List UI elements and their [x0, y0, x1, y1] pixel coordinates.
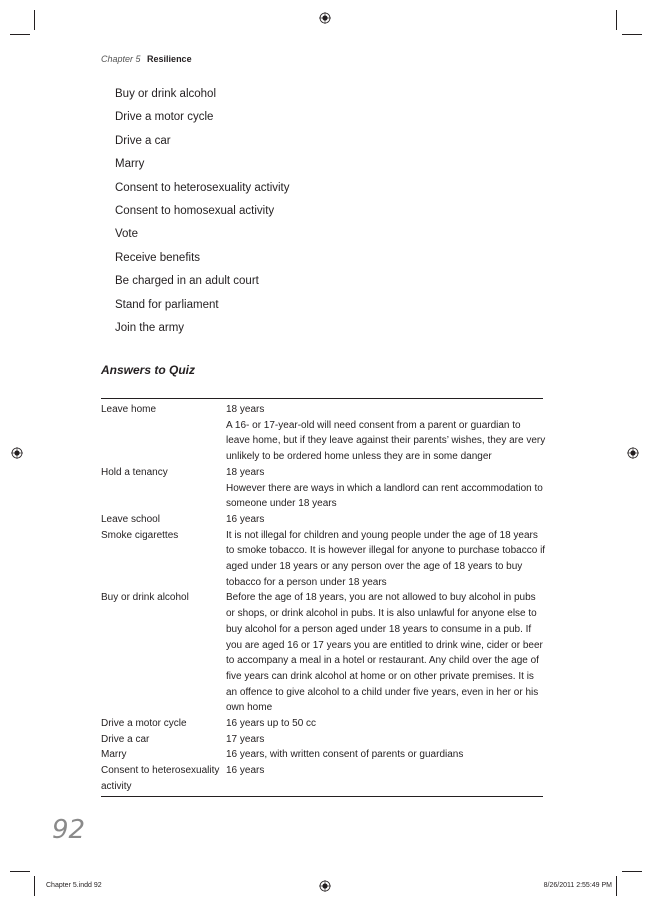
- table-row: [101, 465, 547, 481]
- list-item: Vote: [115, 228, 139, 241]
- slug-datetime: 8/26/2011 2:55:49 PM: [543, 882, 612, 889]
- table-row: [101, 528, 547, 591]
- crop-mark: [34, 10, 35, 30]
- running-head: [101, 54, 192, 64]
- crop-mark: [622, 871, 642, 872]
- crop-mark: [34, 876, 35, 896]
- section-title: Resilience: [147, 54, 192, 64]
- list-item: Drive a motor cycle: [115, 111, 214, 124]
- list-item: Consent to homosexual activity: [115, 204, 275, 217]
- slug-file: Chapter 5.indd 92: [46, 882, 102, 889]
- row-answer: 16 years, with written consent of parents or guardians: [226, 749, 464, 761]
- list-item: Join the army: [115, 321, 185, 334]
- row-label: [101, 481, 226, 512]
- crop-mark: [10, 871, 30, 872]
- answers-table: [101, 402, 547, 795]
- list-item: Buy or drink alcohol: [115, 88, 216, 100]
- list-item: Consent to heterosexuality activity: [115, 181, 290, 194]
- table-row: [101, 590, 547, 716]
- registration-mark-icon: [319, 880, 331, 892]
- list-item: Receive benefits: [115, 251, 201, 264]
- row-label: Drive a car: [101, 733, 150, 745]
- row-answer: 16 years: [226, 513, 265, 525]
- crop-mark: [622, 34, 642, 35]
- row-label: Hold a tenancy: [101, 466, 168, 478]
- row-label: Consent to heterosexuality activity: [101, 765, 220, 792]
- quiz-list: [115, 86, 290, 343]
- row-answer: 16 years up to 50 cc: [226, 718, 317, 730]
- list-item: Marry: [115, 158, 145, 171]
- row-label: Leave school: [101, 513, 160, 525]
- crop-mark: [10, 34, 30, 35]
- chapter-label: Chapter 5: [101, 54, 141, 64]
- table-bottom-rule: [101, 796, 543, 797]
- row-label: Smoke cigarettes: [101, 529, 179, 541]
- table-top-rule: [101, 398, 543, 399]
- crop-mark: [616, 876, 617, 896]
- row-answer: However there are ways in which a landlord can rent accommodation to someone under 18 years: [226, 482, 543, 510]
- list-item: Be charged in an adult court: [115, 275, 259, 288]
- row-answer: 17 years: [226, 733, 265, 745]
- table-row: [101, 481, 547, 512]
- page-number: 92: [52, 815, 86, 845]
- table-row: [101, 732, 547, 748]
- row-answer: A 16- or 17-year-old will need consent from a parent or guardian to leave home, but if they leave against their parents’ wishes, they are very unlikely to be ordered home unless they are in some danger: [226, 419, 546, 463]
- table-row: [101, 512, 547, 528]
- registration-mark-icon: [627, 447, 639, 459]
- row-label: Buy or drink alcohol: [101, 592, 189, 604]
- table-row: [101, 418, 547, 465]
- table-row: [101, 747, 547, 763]
- registration-mark-icon: [319, 12, 331, 24]
- table-row: [101, 716, 547, 732]
- table-row: [101, 763, 547, 794]
- row-answer: 18 years: [226, 404, 265, 415]
- list-item: Stand for parliament: [115, 298, 219, 311]
- row-label: Leave home: [101, 404, 157, 415]
- row-label: Marry: [101, 749, 127, 761]
- list-item: Drive a car: [115, 134, 171, 147]
- row-answer: 16 years: [226, 765, 265, 777]
- row-answer: Before the age of 18 years, you are not allowed to buy alcohol in pubs or shops, or drink alcohol in pubs. It is also unlawful for anyone else to buy alcohol for a person aged under 18 years to consume in a pub. If you are aged 16 or 17 years you are entitled to drink wine, cider or beer to accompany a meal in a hotel or restaurant. Any child over the age of five years can drink alcohol at home or on other private premises. It is an offence to give alcohol to a child under five years, even in her or his own home: [226, 592, 543, 714]
- registration-mark-icon: [11, 447, 23, 459]
- answers-heading: Answers to Quiz: [101, 363, 196, 377]
- row-label: Drive a motor cycle: [101, 718, 187, 730]
- row-answer: 18 years: [226, 466, 265, 478]
- table-row: [101, 402, 547, 418]
- row-label: [101, 418, 226, 465]
- crop-mark: [616, 10, 617, 30]
- row-answer: It is not illegal for children and young people under the age of 18 years to smoke tobacco. It is however illegal for anyone to purchase tobacco if aged under 18 years or any person over the age of 18 years to buy tobacco for a person under 18 years: [226, 529, 546, 588]
